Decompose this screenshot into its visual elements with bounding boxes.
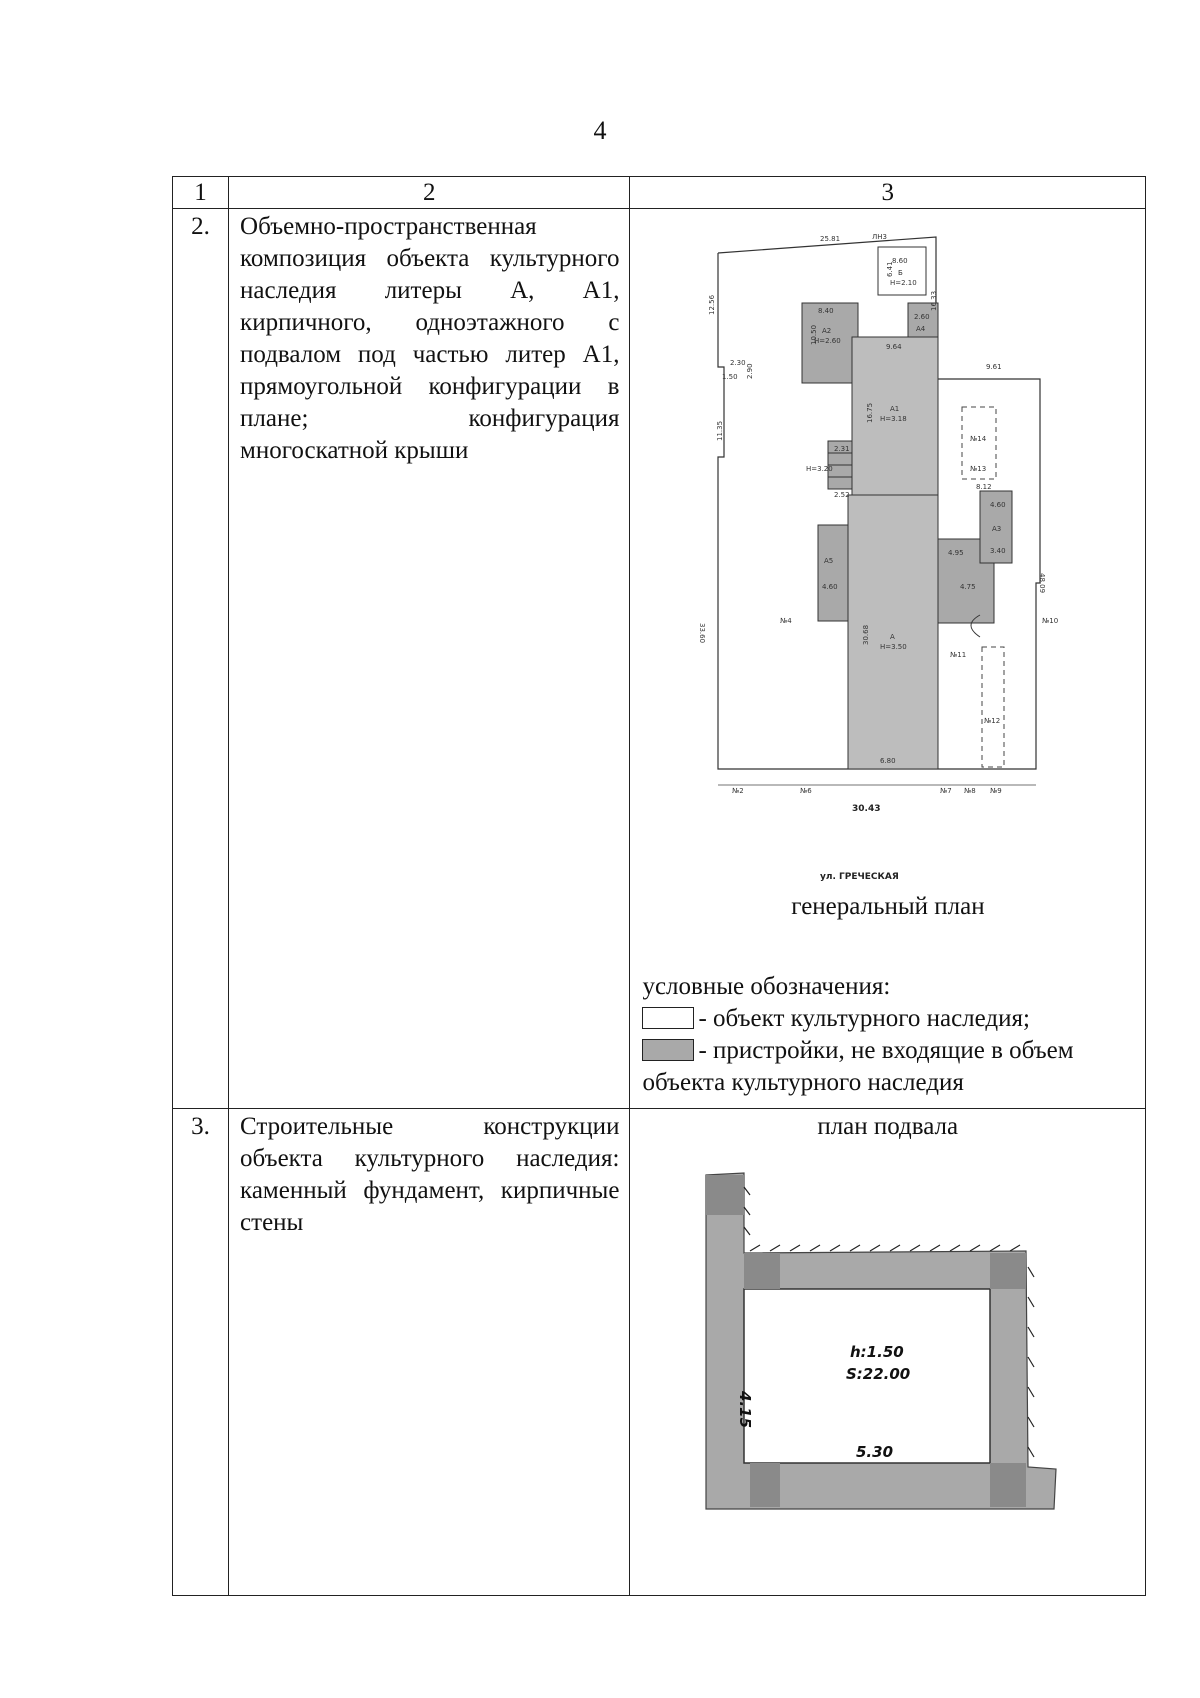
label-n11: №11 xyxy=(950,651,967,659)
header-cell-1: 1 xyxy=(173,177,229,209)
label-step1: 2.30 xyxy=(730,359,747,367)
header-cell-2: 2 xyxy=(229,177,630,209)
label-a2-side: 10.50 xyxy=(810,324,819,345)
label-n2: №2 xyxy=(732,787,745,795)
label-b-h: Н=2.10 xyxy=(890,279,918,287)
label-a2-width: 8.40 xyxy=(818,307,835,315)
site-plan-caption: генеральный план xyxy=(791,893,985,920)
site-plan-cell xyxy=(630,209,1146,1109)
label-n6: №6 xyxy=(800,787,813,795)
legend-swatch-white xyxy=(642,1007,694,1029)
label-n4: №4 xyxy=(780,617,793,625)
basement-side-label: 4.15 xyxy=(736,1391,755,1429)
label-right-w: 9.61 xyxy=(986,363,1003,371)
label-bottom-total: 30.43 xyxy=(852,804,881,814)
label-h320: Н=3.20 xyxy=(806,465,834,473)
basement-plan-cell xyxy=(630,1109,1146,1596)
legend-item-heritage xyxy=(642,1003,1142,1035)
label-b-width: 8.60 xyxy=(892,257,909,265)
label-left-low-w: 4.60 xyxy=(822,583,839,591)
label-b-lit: Б xyxy=(898,269,904,277)
legend-swatch-gray xyxy=(642,1039,694,1061)
label-small-b: 2.52 xyxy=(834,491,851,499)
label-a4-w: 2.60 xyxy=(914,313,931,321)
label-right-top: 16.33 xyxy=(930,290,939,311)
label-left-top: 12.56 xyxy=(708,294,717,315)
label-a3-w: 4.60 xyxy=(990,501,1007,509)
table-row xyxy=(173,1109,1146,1596)
label-a4-lit: А4 xyxy=(916,325,926,333)
label-a1-top: 9.64 xyxy=(886,343,903,351)
row-number: 3. xyxy=(173,1109,229,1596)
label-a1-lit: А1 xyxy=(890,405,900,413)
basement-height-label: h:1.50 xyxy=(850,1343,905,1361)
label-a2-lit: А2 xyxy=(822,327,832,335)
basement-plan-drawing xyxy=(700,1167,1080,1527)
label-a-side: 30.68 xyxy=(862,624,871,645)
row-number: 2. xyxy=(173,209,229,1109)
page-number: 4 xyxy=(593,116,607,145)
site-plan-drawing xyxy=(700,227,1090,907)
label-step3: 2.90 xyxy=(746,363,755,379)
label-n14: №14 xyxy=(970,435,987,443)
table-row xyxy=(173,209,1146,1109)
label-a2-h: Н=2.60 xyxy=(814,337,842,345)
label-n7: №7 xyxy=(940,787,953,795)
main-table xyxy=(172,176,1146,1596)
legend-item-heritage-label: - объект культурного наследия; xyxy=(698,1005,1030,1032)
row-description: Объемно-пространственная композиция объекта культурного наследия литеры А, А1, кирпичного, одноэтажного с подвалом под частью литер А1, прямоугольной конфигурации в плане; конфигурация многоскатной крыши xyxy=(229,209,630,1109)
basement-plan-caption: план подвала xyxy=(817,1113,959,1140)
label-n10: №10 xyxy=(1042,617,1059,625)
label-a1-side: 16.75 xyxy=(866,402,875,423)
label-a5-b: 4.75 xyxy=(960,583,977,591)
row-description: Строительные конструкции объекта культурного наследия: каменный фундамент, кирпичные стены xyxy=(229,1109,630,1596)
label-a3-h: 3.40 xyxy=(990,547,1007,555)
label-side-w: 8.12 xyxy=(976,483,993,491)
label-n9: №9 xyxy=(990,787,1003,795)
label-a-lit: А xyxy=(890,633,896,641)
legend xyxy=(642,971,1142,1099)
label-small-a: 2.31 xyxy=(834,445,851,453)
legend-title: условные обозначения: xyxy=(642,973,891,1000)
label-left-total: 33.60 xyxy=(698,623,707,644)
label-n12: №12 xyxy=(984,717,1001,725)
label-left-mid: 11.35 xyxy=(716,420,725,441)
label-left-low-lit: А5 xyxy=(824,557,834,565)
table-header-row xyxy=(173,177,1146,209)
label-a5-w: 4.95 xyxy=(948,549,965,557)
label-bottom-inner: 6.80 xyxy=(880,757,897,765)
label-top-code: ЛН3 xyxy=(872,233,888,241)
label-a3-lit: А3 xyxy=(992,525,1002,533)
label-b-side: 6.41 xyxy=(886,261,895,277)
label-top-width: 25.81 xyxy=(820,235,841,243)
legend-continuation: объекта культурного наследия xyxy=(642,1069,964,1096)
street-label: ул. ГРЕЧЕСКАЯ xyxy=(820,872,900,882)
label-a1-h: Н=3.18 xyxy=(880,415,908,423)
label-n8: №8 xyxy=(964,787,977,795)
label-a-h: Н=3.50 xyxy=(880,643,908,651)
label-step2: 1.50 xyxy=(722,373,739,381)
label-n13: №13 xyxy=(970,465,987,473)
basement-bottom-label: 5.30 xyxy=(856,1443,894,1461)
basement-area-label: S:22.00 xyxy=(846,1365,911,1383)
legend-item-annex xyxy=(642,1035,1142,1067)
header-cell-3: 3 xyxy=(630,177,1146,209)
label-right-total: 48.09 xyxy=(1038,573,1047,594)
legend-item-annex-label: - пристройки, не входящие в объем xyxy=(698,1037,1074,1064)
